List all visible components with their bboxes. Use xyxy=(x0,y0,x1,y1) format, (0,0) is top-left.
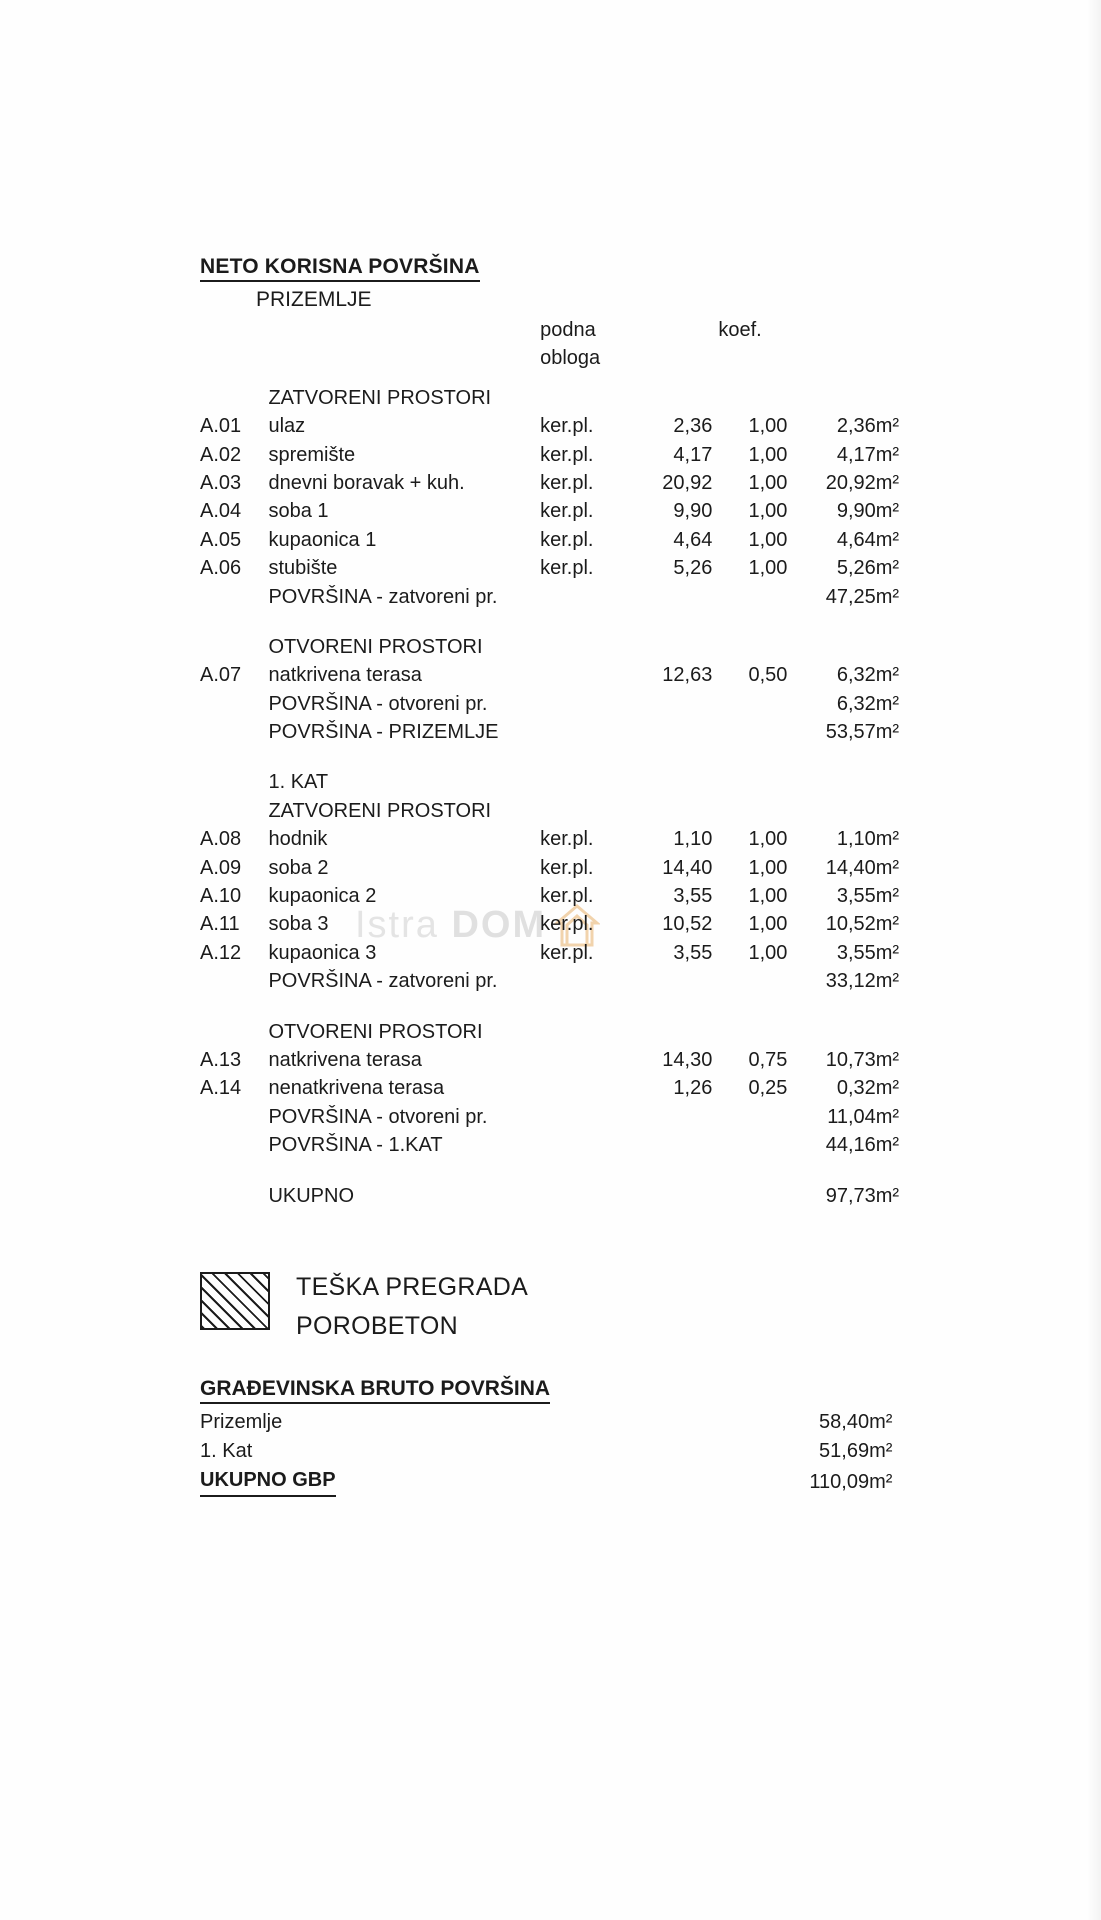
row-unit: m² xyxy=(875,528,900,551)
floor-label-first: 1. KAT xyxy=(268,771,329,794)
grand-total-row xyxy=(200,1182,920,1210)
row-code: A.07 xyxy=(200,664,242,687)
gross-total-unit: m² xyxy=(869,1470,893,1493)
row-total: 10,73 xyxy=(825,1048,876,1071)
row-total: 0,32 xyxy=(836,1077,876,1100)
row-koef: 1,00 xyxy=(748,885,788,908)
row-unit: m² xyxy=(875,856,900,879)
section-heading-row xyxy=(200,384,920,412)
summary-unit: m² xyxy=(875,585,900,608)
summary-unit: m² xyxy=(875,692,900,715)
gross-total-label: UKUPNO GBP xyxy=(200,1467,336,1497)
grand-total-label: UKUPNO xyxy=(268,1184,355,1207)
watermark-text-bold: DOM xyxy=(451,903,547,946)
gross-row-name: 1. Kat xyxy=(200,1440,253,1463)
column-header-row-2 xyxy=(200,344,920,372)
legend-line-2: POROBETON xyxy=(296,1311,458,1340)
row-area: 1,26 xyxy=(673,1077,713,1100)
row-finish: ker.pl. xyxy=(540,885,594,908)
gross-area-table xyxy=(200,1408,920,1498)
table-row xyxy=(200,910,920,938)
row-name: natkrivena terasa xyxy=(268,664,422,687)
legend xyxy=(200,1268,920,1346)
summary-unit: m² xyxy=(875,970,900,993)
summary-label: POVRŠINA - otvoreni pr. xyxy=(268,1105,488,1128)
header-finish-line2: obloga xyxy=(540,347,601,370)
row-koef: 0,25 xyxy=(748,1077,788,1100)
gross-row-name: Prizemlje xyxy=(200,1411,283,1434)
hatch-swatch-icon xyxy=(200,1272,270,1330)
row-name: soba 1 xyxy=(268,500,329,523)
summary-unit-floor: m² xyxy=(875,721,900,744)
grand-total-value: 97,73 xyxy=(825,1184,876,1207)
row-total: 1,10 xyxy=(836,828,876,851)
row-unit: m² xyxy=(875,828,900,851)
row-total: 6,32 xyxy=(836,664,876,687)
row-code: A.06 xyxy=(200,557,242,580)
row-unit: m² xyxy=(875,885,900,908)
summary-total: 6,32 xyxy=(836,692,876,715)
row-unit: m² xyxy=(875,664,900,687)
summary-total: 11,04 xyxy=(827,1105,876,1128)
row-name: ulaz xyxy=(268,415,306,438)
header-koef: koef. xyxy=(718,319,762,341)
grand-total-unit: m² xyxy=(875,1184,900,1207)
summary-unit-floor: m² xyxy=(875,1134,900,1157)
summary-label-floor: POVRŠINA - 1.KAT xyxy=(268,1134,443,1157)
legend-text xyxy=(296,1268,528,1346)
row-finish xyxy=(540,661,626,689)
row-area: 4,64 xyxy=(673,528,713,551)
summary-row xyxy=(200,690,920,718)
section-heading-zatvoreni-first: ZATVORENI PROSTORI xyxy=(268,799,492,822)
area-calculation-sheet xyxy=(200,255,920,1498)
summary-row xyxy=(200,967,920,995)
watermark-text-light: Istra xyxy=(355,903,439,946)
row-code: A.09 xyxy=(200,856,242,879)
row-name: nenatkrivena terasa xyxy=(268,1077,445,1100)
gross-total-row xyxy=(200,1466,920,1498)
row-koef: 0,75 xyxy=(748,1048,788,1071)
row-code: A.04 xyxy=(200,500,242,523)
table-row xyxy=(200,1074,920,1102)
row-koef: 0,50 xyxy=(748,664,788,687)
row-name: soba 2 xyxy=(268,856,329,879)
section-heading-zatvoreni-ground: ZATVORENI PROSTORI xyxy=(268,386,492,409)
table-row xyxy=(200,1437,920,1466)
row-area: 20,92 xyxy=(662,471,713,494)
summary-total-floor: 44,16 xyxy=(825,1134,876,1157)
table-row xyxy=(200,825,920,853)
row-total: 9,90 xyxy=(836,500,876,523)
row-code: A.01 xyxy=(200,415,242,438)
row-unit: m² xyxy=(875,443,900,466)
table-row xyxy=(200,939,920,967)
summary-total-floor: 53,57 xyxy=(825,721,876,744)
row-koef: 1,00 xyxy=(748,941,788,964)
row-name: dnevni boravak + kuh. xyxy=(268,471,465,494)
table-row xyxy=(200,554,920,582)
row-area: 5,26 xyxy=(673,557,713,580)
row-finish xyxy=(540,1074,626,1102)
row-name: stubište xyxy=(268,557,338,580)
row-unit: m² xyxy=(875,941,900,964)
section-heading-row xyxy=(200,1018,920,1046)
row-area: 14,40 xyxy=(662,856,713,879)
row-total: 2,36 xyxy=(836,415,876,438)
summary-label: POVRŠINA - otvoreni pr. xyxy=(268,692,488,715)
row-total: 14,40 xyxy=(825,856,876,879)
row-code: A.08 xyxy=(200,828,242,851)
table-row xyxy=(200,1408,920,1437)
row-finish: ker.pl. xyxy=(540,443,594,466)
row-koef: 1,00 xyxy=(748,557,788,580)
row-finish: ker.pl. xyxy=(540,415,594,438)
summary-label: POVRŠINA - zatvoreni pr. xyxy=(268,970,498,993)
row-name: kupaonica 2 xyxy=(268,885,377,908)
row-area: 3,55 xyxy=(673,885,713,908)
section-heading-otvoreni-ground: OTVORENI PROSTORI xyxy=(268,635,483,658)
row-name: natkrivena terasa xyxy=(268,1048,422,1071)
gross-area-section xyxy=(200,1377,920,1498)
legend-line-1: TEŠKA PREGRADA xyxy=(296,1272,529,1301)
row-koef: 1,00 xyxy=(748,471,788,494)
floor-label-row xyxy=(200,768,920,796)
row-unit: m² xyxy=(875,415,900,438)
row-area: 12,63 xyxy=(662,664,713,687)
row-finish: ker.pl. xyxy=(540,828,594,851)
row-total: 3,55 xyxy=(836,885,876,908)
row-name: spremište xyxy=(268,443,356,466)
row-area: 14,30 xyxy=(662,1048,713,1071)
row-name: hodnik xyxy=(268,828,328,851)
row-name: kupaonica 3 xyxy=(268,941,377,964)
row-code: A.02 xyxy=(200,443,242,466)
row-finish: ker.pl. xyxy=(540,528,594,551)
row-finish: ker.pl. xyxy=(540,471,594,494)
row-unit: m² xyxy=(875,500,900,523)
table-row xyxy=(200,412,920,440)
table-row xyxy=(200,441,920,469)
row-code: A.10 xyxy=(200,885,242,908)
summary-label: POVRŠINA - zatvoreni pr. xyxy=(268,585,498,608)
row-total: 4,17 xyxy=(836,443,876,466)
page-title: NETO KORISNA POVRŠINA xyxy=(200,255,480,282)
row-unit: m² xyxy=(875,471,900,494)
row-area: 10,52 xyxy=(662,913,713,936)
ground-floor-table xyxy=(200,316,920,1210)
row-total: 5,26 xyxy=(836,557,876,580)
row-unit: m² xyxy=(875,913,900,936)
row-code: A.12 xyxy=(200,941,242,964)
table-row xyxy=(200,661,920,689)
row-finish: ker.pl. xyxy=(540,941,594,964)
row-code: A.03 xyxy=(200,471,242,494)
table-row xyxy=(200,469,920,497)
floor-label-ground: PRIZEMLJE xyxy=(256,288,372,311)
gross-area-title: GRAĐEVINSKA BRUTO POVRŠINA xyxy=(200,1377,550,1404)
row-finish: ker.pl. xyxy=(540,856,594,879)
gross-row-unit: m² xyxy=(869,1411,893,1434)
gross-row-value: 51,69 xyxy=(819,1440,870,1463)
summary-unit: m² xyxy=(875,1105,900,1128)
row-koef: 1,00 xyxy=(748,856,788,879)
row-koef: 1,00 xyxy=(748,828,788,851)
row-koef: 1,00 xyxy=(748,528,788,551)
summary-row xyxy=(200,1131,920,1159)
table-row xyxy=(200,1046,920,1074)
summary-total: 47,25 xyxy=(825,585,876,608)
row-koef: 1,00 xyxy=(748,913,788,936)
summary-row xyxy=(200,1103,920,1131)
row-koef: 1,00 xyxy=(748,415,788,438)
row-name: soba 3 xyxy=(268,913,329,936)
summary-row xyxy=(200,583,920,611)
row-name: kupaonica 1 xyxy=(268,528,377,551)
summary-total: 33,12 xyxy=(825,970,876,993)
table-row xyxy=(200,497,920,525)
table-row xyxy=(200,882,920,910)
row-unit: m² xyxy=(875,1048,900,1071)
row-total: 10,52 xyxy=(825,913,876,936)
section-heading-otvoreni-first: OTVORENI PROSTORI xyxy=(268,1020,483,1043)
row-total: 20,92 xyxy=(825,471,876,494)
row-finish: ker.pl. xyxy=(540,557,594,580)
row-finish: ker.pl. xyxy=(540,500,594,523)
row-code: A.13 xyxy=(200,1048,242,1071)
gross-total-value: 110,09 xyxy=(809,1470,870,1493)
gross-row-value: 58,40 xyxy=(819,1411,870,1434)
section-heading-row xyxy=(200,633,920,661)
row-finish xyxy=(540,1046,626,1074)
gross-row-unit: m² xyxy=(869,1440,893,1463)
section-heading-row xyxy=(200,797,920,825)
row-area: 1,10 xyxy=(673,828,713,851)
row-koef: 1,00 xyxy=(748,443,788,466)
row-area: 2,36 xyxy=(673,415,713,438)
row-unit: m² xyxy=(875,557,900,580)
row-finish: ker.pl. xyxy=(540,913,594,936)
row-code: A.11 xyxy=(200,913,240,936)
row-total: 3,55 xyxy=(836,941,876,964)
row-unit: m² xyxy=(875,1077,900,1100)
summary-row xyxy=(200,718,920,746)
table-row xyxy=(200,526,920,554)
table-row xyxy=(200,854,920,882)
header-finish-line1: podna xyxy=(540,319,596,341)
row-area: 9,90 xyxy=(673,500,713,523)
row-total: 4,64 xyxy=(836,528,876,551)
row-koef: 1,00 xyxy=(748,500,788,523)
summary-label-floor: POVRŠINA - PRIZEMLJE xyxy=(268,721,499,744)
row-code: A.14 xyxy=(200,1077,242,1100)
column-header-row-1 xyxy=(200,316,920,344)
row-area: 4,17 xyxy=(673,443,713,466)
row-code: A.05 xyxy=(200,528,242,551)
row-area: 3,55 xyxy=(673,941,713,964)
